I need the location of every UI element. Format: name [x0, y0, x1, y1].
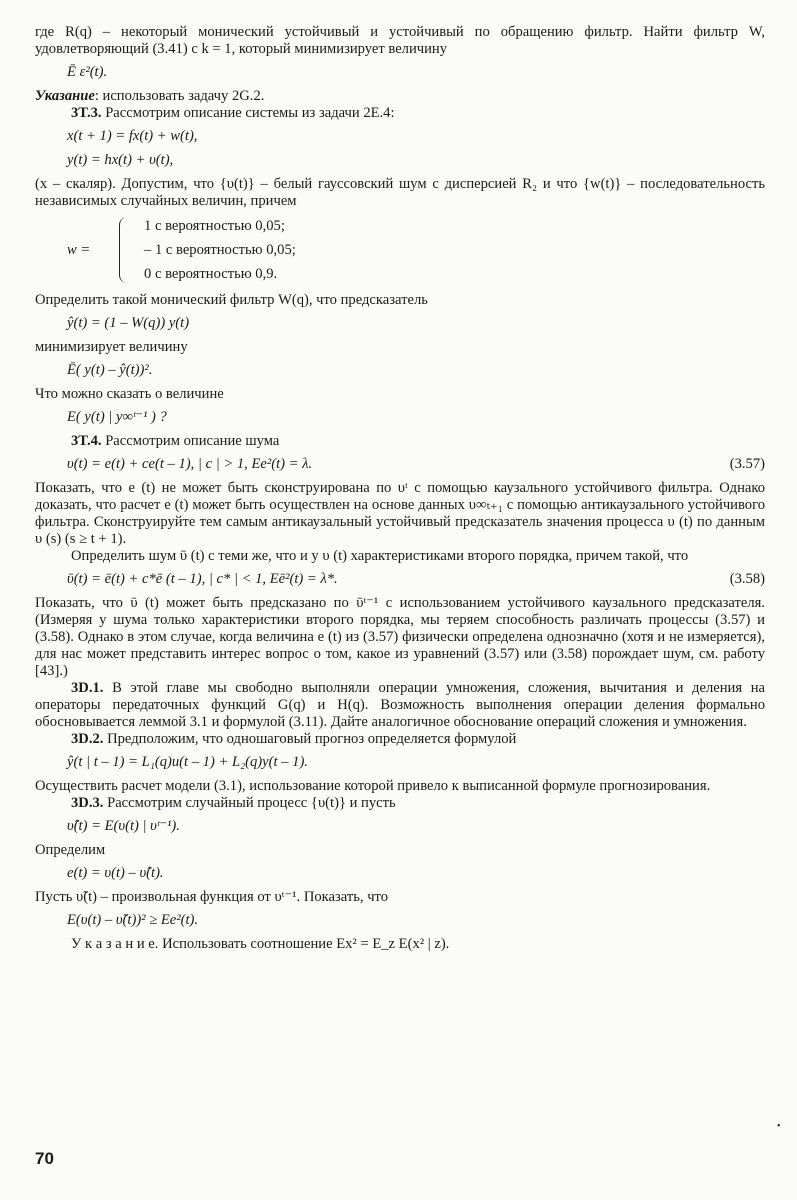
paragraph-text: Рассмотрим описание шума [101, 433, 280, 449]
exercise-label: 3D.3. [71, 795, 104, 811]
exercise-paragraph [35, 433, 765, 450]
piecewise-row: 1 с вероятностью 0,05; [144, 218, 285, 234]
equation-number: (3.58) [729, 571, 765, 587]
paragraph: Что можно сказать о величине [35, 386, 224, 402]
hint-label: Указание [35, 88, 95, 104]
equation: Ē ε²(t). [67, 64, 108, 80]
paragraph: У к а з а н и е. Использовать соотношение Ex² = E_z E(x² | z). [71, 936, 450, 952]
equation: Ē( y(t) – ŷ(t))². [67, 362, 153, 378]
paragraph-text: Рассмотрим описание системы из задачи 2E.4: [101, 105, 395, 121]
exercise-paragraph [35, 105, 765, 122]
paragraph-text: Рассмотрим случайный процесс {υ(t)} и пусть [103, 795, 396, 811]
equation: x(t + 1) = fx(t) + w(t), [67, 128, 198, 144]
equation: E(υ(t) – υ̃(t))² ≥ Ee²(t). [67, 912, 199, 928]
numbered-equation [35, 571, 765, 588]
paragraph: Определим [35, 842, 106, 858]
exercise-label: 3D.1. [71, 680, 104, 696]
margin-mark: • [777, 1121, 781, 1132]
paragraph: где R(q) – некоторый монический устойчивый и устойчивый по обращению фильтр. Найти фильтр W, удовлетворяющий (3.41) с k = 1, который минимизирует величину [35, 24, 765, 57]
equation: υ̂(t) = E(υ(t) | υᵗ⁻¹). [67, 818, 180, 834]
paragraph-text: : использовать задачу 2G.2. [94, 88, 265, 104]
equation-body: ῡ(t) = ē(t) + c*ē (t – 1), | c* | < 1, Eē²(t) = λ*. [67, 571, 338, 587]
equation: ŷ(t) = (1 – W(q)) y(t) [67, 315, 190, 331]
paragraph: Показать, что e (t) не может быть сконструирована по υᵗ с помощью каузального устойчивого фильтра. Однако доказать, что расчет e (t) может быть осуществлен на основе данных υ∞ₜ₊₁ с помощью антикаузального устойчивого фильтра. Сконструируйте тем самым антикаузальный устойчивый предсказатель значения процесса υ (t) по данным υ (s) (s ≥ t + 1). [35, 480, 765, 547]
paragraph: Пусть υ̃(t) – произвольная функция от υᵗ⁻¹. Показать, что [35, 889, 389, 905]
exercise-paragraph [35, 731, 765, 748]
exercise-label: 3D.2. [71, 731, 104, 747]
equation: E( y(t) | y∞ᵗ⁻¹ ) ? [67, 409, 167, 425]
paragraph-text: В этой главе мы свободно выполняли операции умножения, сложения, вычитания и деления на операторы передаточных функций G(q) и H(q). Возможность выполнения операции деления формально обосновывается леммой 3.1 и формулой (3.11). Дайте аналогичное обоснование операций сложения и умножения. [35, 680, 765, 730]
page-number: 70 [35, 1149, 54, 1168]
exercise-label: 3T.4. [71, 433, 102, 449]
page-body [35, 24, 765, 953]
piecewise-row: 0 с вероятностью 0,9. [144, 266, 278, 282]
equation: ŷ(t | t – 1) = L₁(q)u(t – 1) + L₂(q)y(t – 1). [67, 754, 308, 770]
piecewise-lhs: w = [67, 241, 91, 258]
numbered-equation [35, 456, 765, 473]
equation: y(t) = hx(t) + υ(t), [67, 152, 174, 168]
exercise-paragraph [35, 795, 765, 812]
paragraph: (x – скаляр). Допустим, что {υ(t)} – белый гауссовский шум с дисперсией R₂ и что {w(t)} – последовательность независимых случайных величин, причем [35, 176, 765, 209]
exercise-label: 3T.3. [71, 105, 102, 121]
paragraph: Определить шум ῡ (t) с теми же, что и у υ (t) характеристиками второго порядка, причем такой, что [71, 548, 689, 564]
paragraph: Показать, что ῡ (t) может быть предсказано по ῡᵗ⁻¹ с использованием устойчивого каузального предсказателя. (Измеряя у шума только характеристики второго порядка, мы теряем способность различать процессы (3.57) и (3.58). Однако в этом случае, когда величина e (t) из (3.57) физически определена однозначно (хотя и не измеряется), для нас может представить интерес вопрос о том, какое из уравнений (3.57) или (3.58) порождает шум, см. работу [43].) [35, 595, 765, 679]
hint-paragraph [35, 88, 765, 105]
paragraph: Определить такой монический фильтр W(q), что предсказатель [35, 292, 428, 308]
paragraph: Осуществить расчет модели (3.1), использование которой привело к выписанной формуле прогнозирования. [35, 778, 711, 794]
piecewise-definition [35, 214, 765, 286]
equation-number: (3.57) [729, 456, 765, 472]
equation-body: υ(t) = e(t) + ce(t – 1), | c | > 1, Ee²(t) = λ. [67, 456, 313, 472]
paragraph-text: Предположим, что одношаговый прогноз определяется формулой [103, 731, 517, 747]
paragraph: минимизирует величину [35, 339, 188, 355]
piecewise-row: – 1 с вероятностью 0,05; [144, 242, 296, 258]
brace [119, 217, 130, 283]
exercise-paragraph [35, 680, 765, 731]
equation: e(t) = υ(t) – υ̂(t). [67, 865, 164, 881]
